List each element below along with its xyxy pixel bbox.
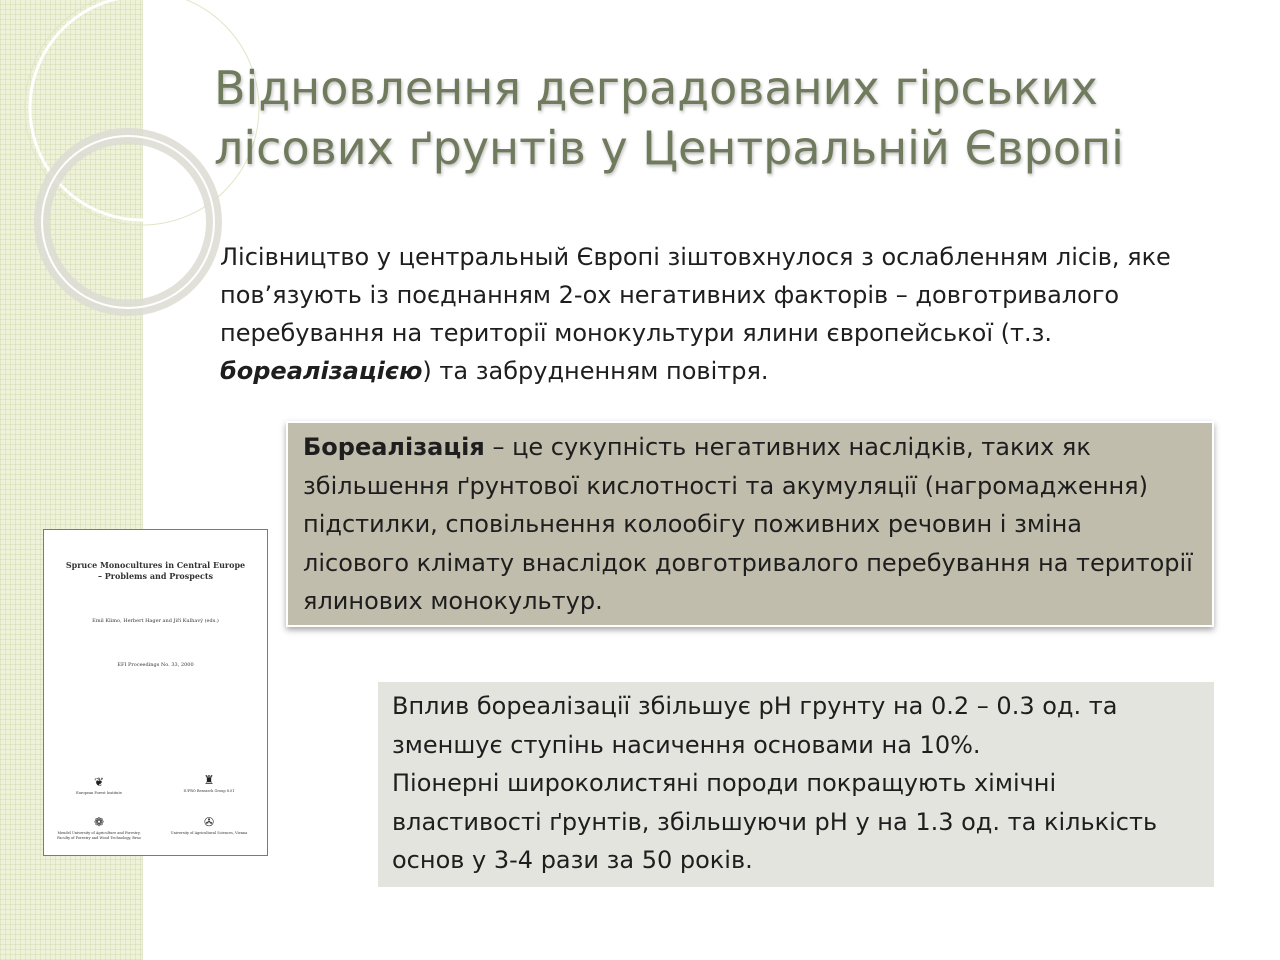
- slide-title-line-1: Відновлення деградованих гірських: [214, 61, 1098, 115]
- book-logo-label: Mendel University of Agriculture and Forestry, Faculty of Forestry and Wood Technology, Brno: [57, 831, 141, 840]
- tower-icon: ♜: [203, 773, 215, 787]
- book-title-line-2: – Problems and Prospects: [97, 571, 214, 581]
- intro-emphasis: бореалізацією: [220, 357, 423, 385]
- book-title-line-1: Spruce Monocultures in Central Europe: [65, 560, 246, 570]
- impact-box: [378, 682, 1214, 887]
- book-logo-label: University of Agricultural Sciences, Vienna: [170, 831, 248, 835]
- seal-icon: ❁: [93, 815, 105, 829]
- book-logo-mendel: [54, 816, 144, 841]
- slide-title-line-2: лісових ґрунтів у Центральній Європі: [214, 121, 1124, 175]
- book-logo-label: European Forest Institute: [76, 791, 122, 795]
- intro-paragraph: [220, 238, 1210, 390]
- impact-text-1: Вплив бореалізації збільшує рН грунту на 0.2 – 0.3 од. та зменшує ступінь насичення основами на 10%.: [392, 692, 1118, 759]
- emblem-icon: ✇: [203, 815, 215, 829]
- book-logo-efi: [54, 776, 144, 796]
- book-title: [54, 560, 257, 582]
- impact-text-2: Піонерні широколистяні породи покращують хімічні властивості ґрунтів, збільшуючи рН у на 1.3 од. та кількість основ у 3-4 рази за 50 років.: [392, 769, 1158, 874]
- slide-title: [214, 58, 1214, 178]
- definition-term: Бореалізація: [303, 433, 485, 461]
- definition-box: [286, 421, 1214, 627]
- intro-text-start: Лісівництво у центральный Європі зіштовхнулося з ослабленням лісів, яке пов’язують із поєднанням 2-ох негативних факторів – довготривалого перебування на території монокультури ялини європейської (т.з.: [220, 243, 1171, 347]
- book-editors: Emil Klimo, Herbert Hager and Jiří Kulhavý (eds.): [92, 618, 219, 624]
- definition-text: – це сукупність негативних наслідків, таких як збільшення ґрунтової кислотності та акумуляції (нагромадження) підстилки, сповільнення колообігу поживних речовин і зміна лісового клімату внаслідок довготривалого перебування на території ялинових монокультур.: [303, 433, 1193, 615]
- book-logo-label: IUFRO Research Group 8.01: [183, 789, 235, 793]
- intro-text-end: ) та забрудненням повітря.: [422, 357, 769, 385]
- tree-icon: ❦: [93, 775, 105, 789]
- book-logo-vienna: [164, 816, 254, 836]
- book-logo-iufro: [164, 774, 254, 794]
- book-series: EFI Proceedings No. 33, 2000: [117, 662, 194, 668]
- book-cover-image: [43, 529, 268, 856]
